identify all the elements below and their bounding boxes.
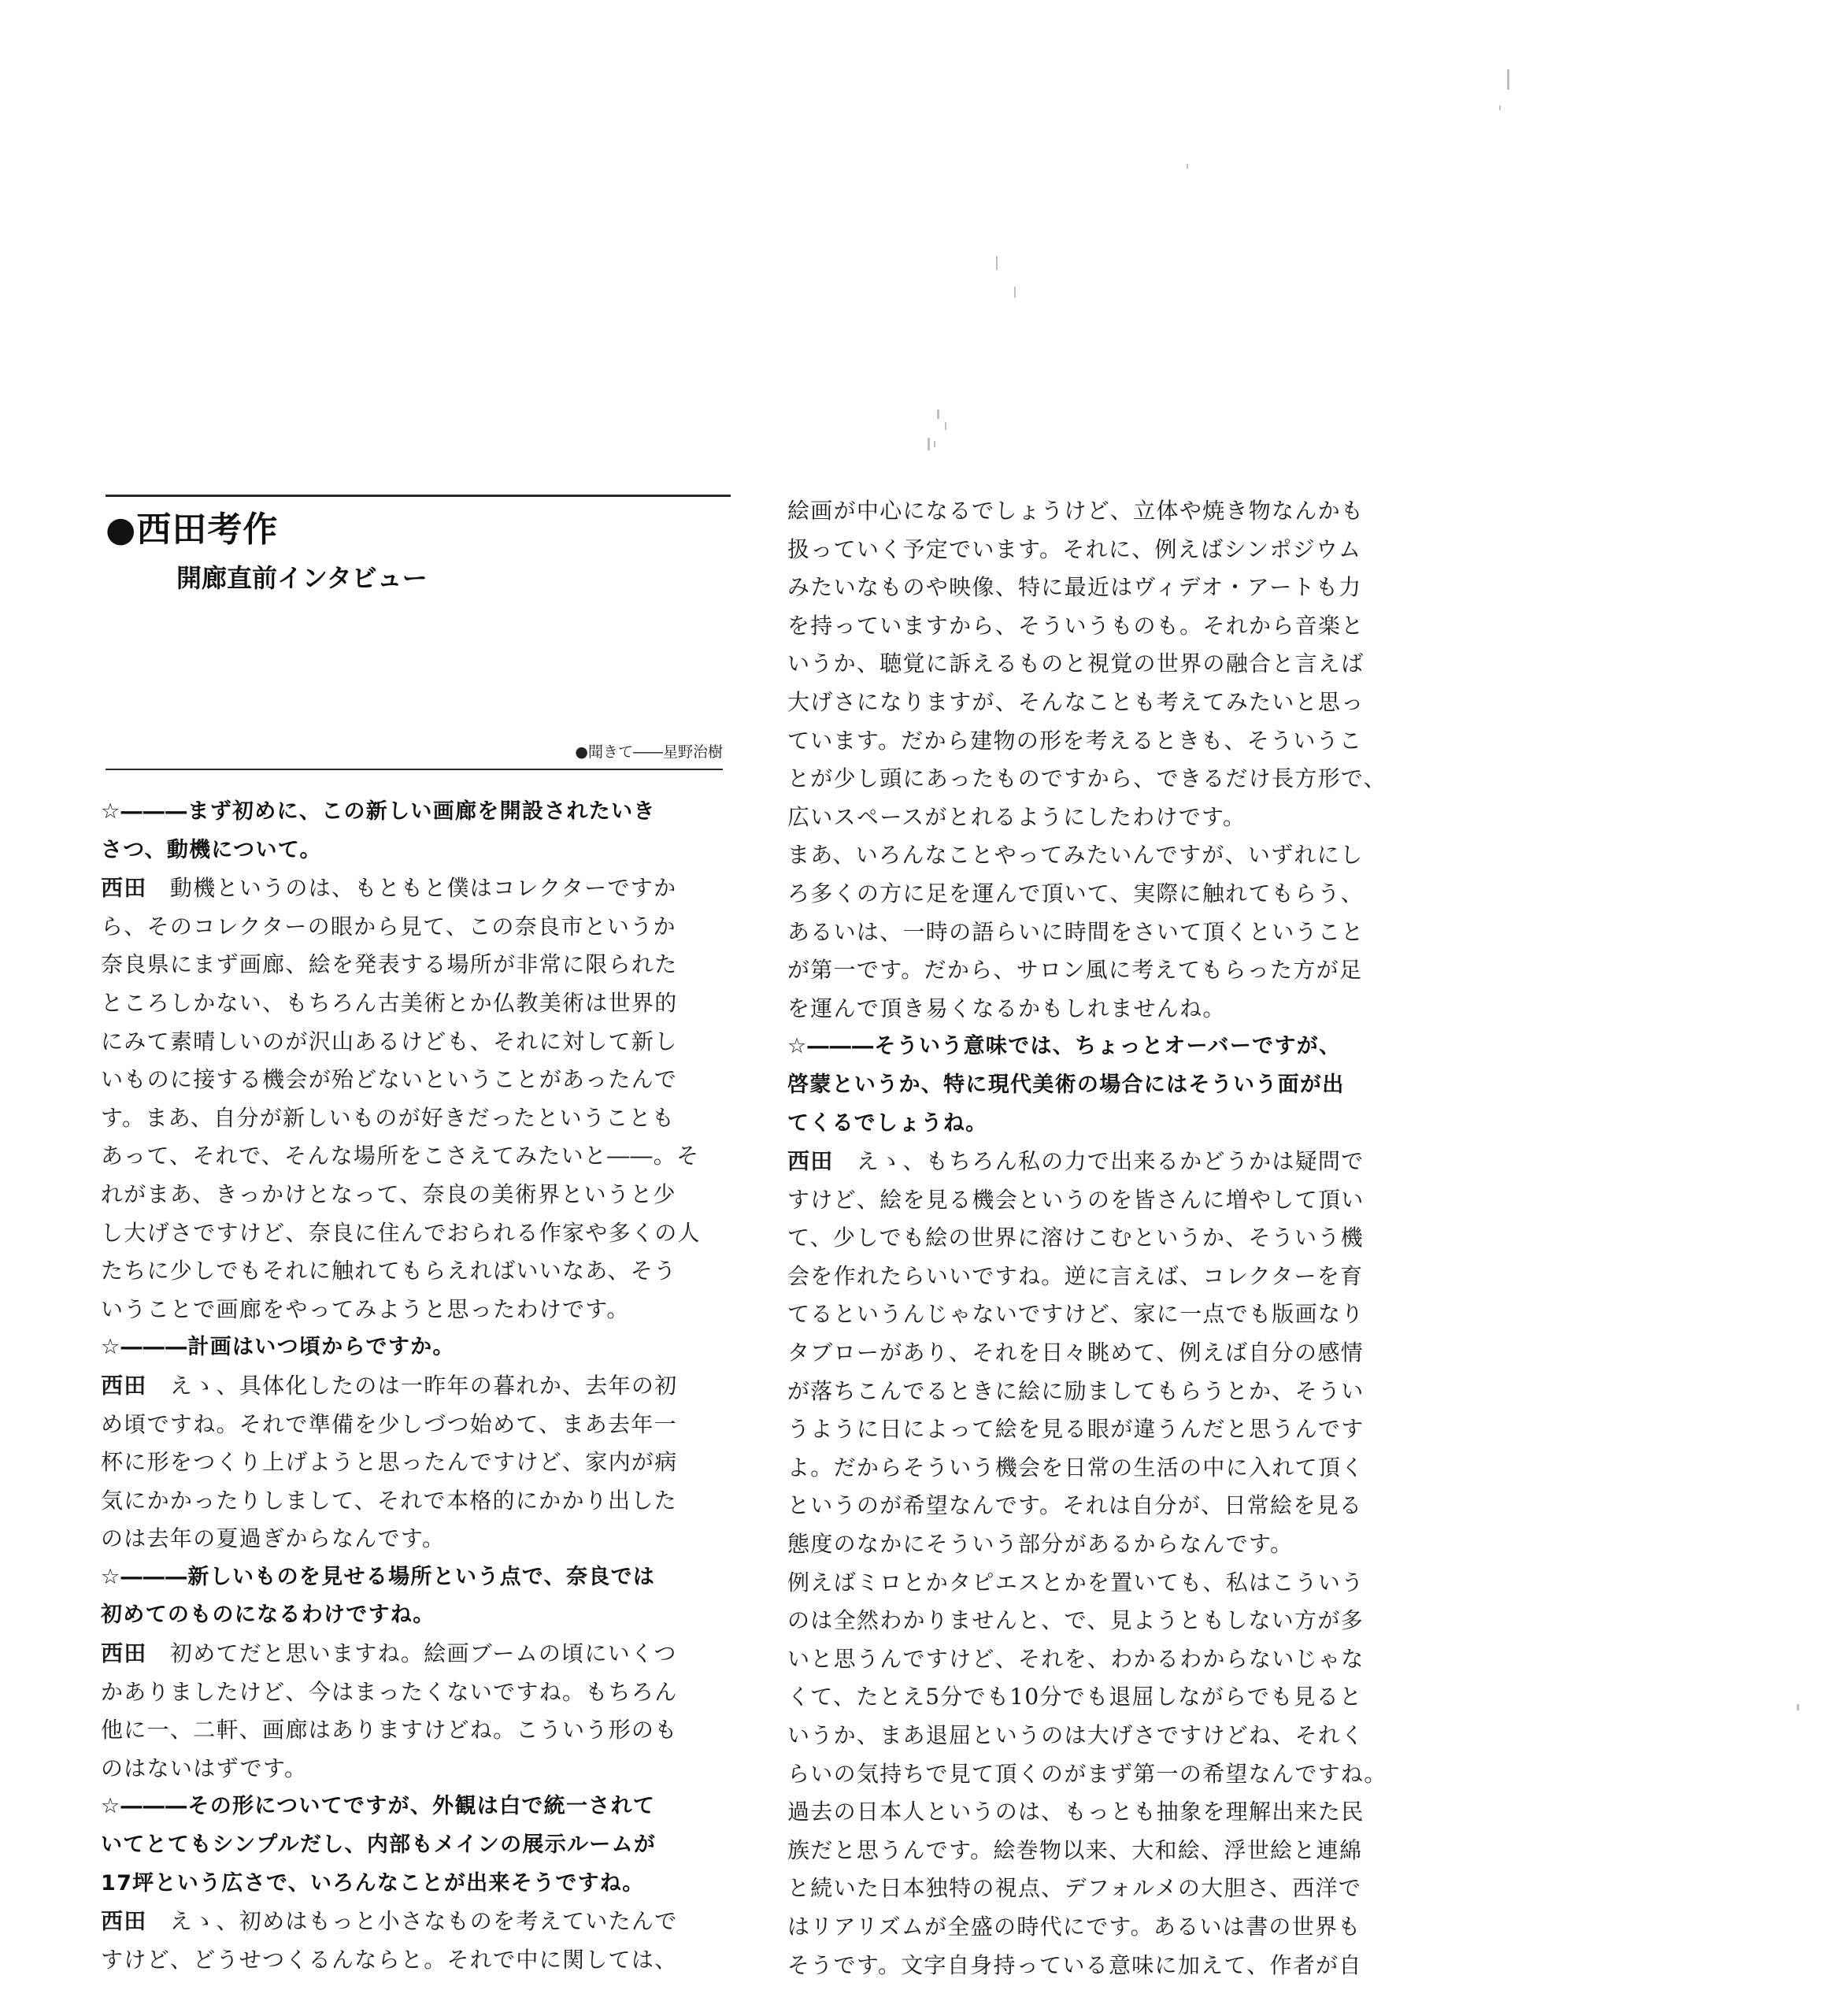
answer-line xyxy=(787,1717,1433,1755)
line-text: まあ、いろんなことやってみたいんですが、いずれにし xyxy=(787,842,1364,869)
line-text: ています。だから建物の形を考えるときも、そういうこ xyxy=(787,727,1363,754)
answer-line xyxy=(787,1181,1433,1220)
line-text: タブローがあり、それを日々眺めて、例えば自分の感情 xyxy=(787,1340,1364,1366)
line-text: よ。だからそういう機会を日常の生活の中に入れて頂く xyxy=(787,1454,1365,1480)
answer-line xyxy=(101,1176,731,1214)
answer-line xyxy=(787,760,1433,799)
scan-mark xyxy=(928,438,930,450)
line-text: くて、たとえ5分でも10分でも退屈しながらでも見ると xyxy=(787,1684,1363,1710)
right-text-column xyxy=(787,492,1433,1984)
line-text: と続いた日本独特の視点、デフォルメの大胆さ、西洋で xyxy=(787,1875,1362,1902)
answer-line xyxy=(101,1443,731,1482)
answer-line xyxy=(787,1449,1433,1488)
answer-line xyxy=(101,1406,731,1444)
answer-line xyxy=(101,984,731,1023)
question-line xyxy=(101,1558,731,1597)
answer-line xyxy=(787,1640,1433,1679)
question-line xyxy=(101,793,731,832)
answer-line xyxy=(787,1602,1433,1640)
speaker-label: 西田 xyxy=(101,1640,147,1667)
answer-line xyxy=(787,1525,1433,1564)
answer-line xyxy=(101,1023,731,1062)
line-text: 動機というのは、もともと僕はコレクターですか xyxy=(146,875,677,902)
byline-rule xyxy=(106,769,723,770)
answer-line xyxy=(787,1793,1433,1832)
answer-line xyxy=(787,722,1433,761)
speaker-label: 西田 xyxy=(101,1908,147,1935)
line-text: を持っていますから、そういうものも。それから音楽と xyxy=(787,612,1365,639)
line-text: ところしかない、もちろん古美術とか仏教美術は世界的 xyxy=(101,989,678,1016)
question-line xyxy=(787,1105,1433,1143)
line-text: す。まあ、自分が新しいものが好きだったということも xyxy=(101,1104,676,1131)
answer-line xyxy=(787,1832,1433,1870)
answer-line xyxy=(787,1947,1433,1985)
answer-line xyxy=(787,836,1433,875)
article-title: ●西田考作 xyxy=(106,510,279,550)
line-text: 杯に形をつくり上げようと思ったんですけど、家内が病 xyxy=(101,1449,678,1476)
line-text: 広いスペースがとれるようにしたわけです。 xyxy=(787,803,1246,830)
line-text: し大げさですけど、奈良に住んでおられる作家や多くの人 xyxy=(101,1219,701,1246)
line-text: いうか、聴覚に訴えるものと視覚の世界の融合と言えば xyxy=(787,650,1365,677)
line-text: かありましたけど、今はまったくないですね。もちろん xyxy=(101,1678,678,1705)
line-text: てるというんじゃないですけど、家に一点でも版画なり xyxy=(787,1301,1365,1328)
line-text: みたいなものや映像、特に最近はヴィデオ・アートも力 xyxy=(787,574,1362,601)
answer-line xyxy=(787,607,1433,646)
answer-line xyxy=(787,914,1433,952)
answer-line xyxy=(101,1520,731,1558)
line-text: 会を作れたらいいですね。逆に言えば、コレクターを育 xyxy=(787,1262,1364,1289)
question-line xyxy=(101,1329,731,1367)
line-text: のは全然わかりませんと、で、見ようともしない方が多 xyxy=(787,1607,1364,1634)
line-text: そうです。文字自身持っている意味に加えて、作者が自 xyxy=(787,1951,1362,1978)
answer-line xyxy=(101,1252,731,1291)
answer-line xyxy=(787,951,1433,990)
line-text: 例えばミロとかタピエスとかを置いても、私はこういう xyxy=(787,1569,1365,1595)
line-text: あるいは、一時の語らいに時間をさいて頂くということ xyxy=(787,918,1365,945)
line-text: が落ちこんでるときに絵に励ましてもらうとか、そうい xyxy=(787,1377,1365,1404)
line-text: いうことで画廊をやってみようと思ったわけです。 xyxy=(101,1295,630,1322)
line-text: いと思うんですけど、それを、わかるわからないじゃな xyxy=(787,1645,1365,1672)
answer-line xyxy=(787,1143,1433,1181)
line-text: すけど、絵を見る機会というのを皆さんに増やして頂い xyxy=(787,1186,1365,1213)
line-text: いてとてもシンプルだし、内部もメインの展示ルームが xyxy=(101,1833,657,1858)
question-line xyxy=(787,1066,1433,1105)
scan-mark xyxy=(937,410,939,419)
line-text: が第一です。だから、サロン風に考えてもらった方が足 xyxy=(787,957,1363,984)
line-text: てくるでしょうね。 xyxy=(787,1110,988,1136)
answer-line xyxy=(101,1099,731,1138)
question-line xyxy=(101,1826,731,1865)
answer-line xyxy=(101,1061,731,1099)
line-text: ☆―――そういう意味では、ちょっとオーバーですが、 xyxy=(787,1034,1342,1059)
line-text: ☆―――その形についてですが、外観は白で統一されて xyxy=(101,1794,656,1819)
line-text: ら、そのコレクターの眼から見て、この奈良市というか xyxy=(101,913,676,939)
line-text: いうか、まあ退屈というのは大げさですけどね、それく xyxy=(787,1722,1365,1748)
speaker-label: 西田 xyxy=(101,875,147,902)
answer-line xyxy=(101,1214,731,1253)
question-line xyxy=(101,832,731,870)
answer-line xyxy=(787,1487,1433,1525)
line-text: 17坪という広さで、いろんなことが出来そうですね。 xyxy=(101,1870,645,1896)
answer-line xyxy=(787,1219,1433,1258)
line-text: 族だと思うんです。絵巻物以来、大和絵、浮世絵と連綿 xyxy=(787,1836,1363,1863)
line-text: すけど、どうせつくるんならと。それで中に関しては、 xyxy=(101,1946,678,1973)
line-text: ☆―――計画はいつ頃からですか。 xyxy=(101,1335,455,1360)
line-text: のは去年の夏過ぎからなんです。 xyxy=(101,1525,446,1552)
line-text: うように日によって絵を見る眼が違うんだと思うんです xyxy=(787,1416,1365,1443)
answer-line xyxy=(787,569,1433,607)
scan-mark xyxy=(1187,164,1188,169)
answer-line xyxy=(101,1941,731,1980)
answer-line xyxy=(101,1482,731,1521)
answer-line xyxy=(101,1750,731,1788)
scan-mark xyxy=(945,422,946,430)
header-rule xyxy=(106,495,731,497)
scan-mark xyxy=(1507,69,1509,90)
line-text: 態度のなかにそういう部分があるからなんです。 xyxy=(787,1531,1294,1558)
question-line xyxy=(101,1596,731,1635)
answer-line xyxy=(787,1870,1433,1908)
answer-line xyxy=(101,1635,731,1673)
answer-line xyxy=(787,1908,1433,1947)
answer-line xyxy=(101,1367,731,1406)
answer-line xyxy=(787,645,1433,684)
line-text: えゝ、具体化したのは一昨年の暮れか、去年の初 xyxy=(146,1372,678,1399)
line-text: ☆―――新しいものを見せる場所という点で、奈良では xyxy=(101,1564,656,1589)
line-text: とが少し頭にあったものですから、できるだけ長方形で、 xyxy=(787,765,1387,792)
interviewer-byline: ●聞きて――星野治樹 xyxy=(575,743,723,761)
answer-line xyxy=(787,799,1433,837)
answer-line xyxy=(101,869,731,908)
line-text: えゝ、もちろん私の力で出来るかどうかは疑問で xyxy=(833,1148,1365,1175)
line-text: というのが希望なんです。それは自分が、日常絵を見る xyxy=(787,1492,1363,1519)
line-text: えゝ、初めはもっと小さなものを考えていたんで xyxy=(146,1908,678,1935)
answer-line xyxy=(787,1373,1433,1411)
scan-mark xyxy=(934,441,935,447)
answer-line xyxy=(787,875,1433,914)
line-text: たちに少しでもそれに触れてもらえればいいなあ、そう xyxy=(101,1258,677,1284)
line-text: 啓蒙というか、特に現代美術の場合にはそういう面が出 xyxy=(787,1072,1345,1097)
answer-line xyxy=(787,1258,1433,1296)
line-text: を運んで頂き易くなるかもしれませんね。 xyxy=(787,995,1226,1021)
answer-line xyxy=(787,1564,1433,1603)
line-text: て、少しでも絵の世界に溶けこむというか、そういう機 xyxy=(787,1225,1364,1251)
answer-line xyxy=(101,1711,731,1750)
question-line xyxy=(101,1788,731,1826)
line-text: あって、それで、そんな場所をこさえてみたいと――。そ xyxy=(101,1143,700,1169)
answer-line xyxy=(787,1334,1433,1373)
article-subtitle: 開廊直前インタビュー xyxy=(176,563,428,593)
scan-mark xyxy=(1797,1704,1799,1710)
line-text: め頃ですね。それで準備を少しづつ始めて、まあ去年一 xyxy=(101,1410,677,1437)
line-text: ☆―――まず初めに、この新しい画廊を開設されたいき xyxy=(101,799,656,824)
line-text: 過去の日本人というのは、もっとも抽象を理解出来た民 xyxy=(787,1799,1365,1825)
line-text: 奈良県にまず画廊、絵を発表する場所が非常に限られた xyxy=(101,951,678,978)
line-text: 初めてのものになるわけですね。 xyxy=(101,1603,435,1628)
answer-line xyxy=(101,1673,731,1712)
answer-line xyxy=(101,1903,731,1941)
line-text: 他に一、二軒、画廊はありますけどね。こういう形のも xyxy=(101,1717,678,1744)
answer-line xyxy=(787,1410,1433,1449)
line-text: 絵画が中心になるでしょうけど、立体や焼き物なんかも xyxy=(787,498,1365,524)
line-text: 気にかかったりしまして、それで本格的にかかり出した xyxy=(101,1487,677,1514)
line-text: 扱っていく予定でいます。それに、例えばシンポジウム xyxy=(787,536,1362,562)
answer-line xyxy=(101,946,731,984)
answer-line xyxy=(787,531,1433,569)
scan-mark xyxy=(1014,287,1016,298)
answer-line xyxy=(787,990,1433,1028)
scan-mark xyxy=(996,256,998,270)
answer-line xyxy=(101,908,731,947)
answer-line xyxy=(787,1295,1433,1334)
question-line xyxy=(787,1028,1433,1066)
answer-line xyxy=(787,492,1433,531)
question-line xyxy=(101,1865,731,1903)
line-text: さつ、動機について。 xyxy=(101,837,322,862)
answer-line xyxy=(787,684,1433,722)
speaker-label: 西田 xyxy=(787,1148,834,1175)
line-text: いものに接する機会が殆どないということがあったんで xyxy=(101,1066,678,1093)
line-text: 大げさになりますが、そんなことも考えてみたいと思っ xyxy=(787,688,1365,715)
line-text: はリアリズムが全盛の時代にです。あるいは書の世界も xyxy=(787,1913,1361,1940)
line-text: ろ多くの方に足を運んで頂いて、実際に触れてもらう、 xyxy=(787,880,1364,906)
answer-line xyxy=(101,1137,731,1176)
line-text: のはないはずです。 xyxy=(101,1755,308,1781)
line-text: れがまあ、きっかけとなって、奈良の美術界というと少 xyxy=(101,1180,676,1207)
answer-line xyxy=(787,1678,1433,1717)
left-text-column xyxy=(101,793,731,1979)
answer-line xyxy=(101,1291,731,1329)
line-text: 初めてだと思いますね。絵画ブームの頃にいくつ xyxy=(146,1640,677,1667)
line-text: にみて素晴しいのが沢山あるけども、それに対して新し xyxy=(101,1028,678,1054)
speaker-label: 西田 xyxy=(101,1372,147,1399)
line-text: らいの気持ちで見て頂くのがまず第一の希望なんですね。 xyxy=(787,1760,1387,1787)
scan-mark xyxy=(1499,106,1501,110)
answer-line xyxy=(787,1755,1433,1794)
